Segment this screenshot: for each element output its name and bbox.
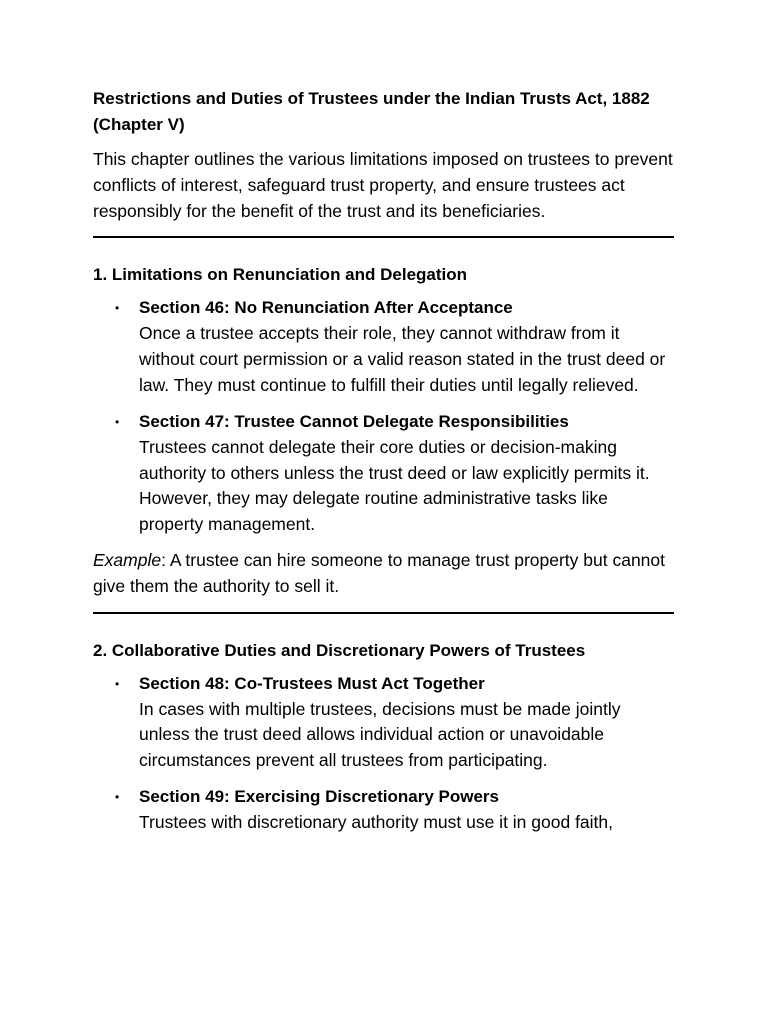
bullet-icon: • (115, 676, 120, 691)
item-body: Trustees cannot delegate their core duties or decision-making authority to others unless the trust deed or law explicitly permits it. However, they may delegate routine administrative tasks like property management. (139, 436, 650, 535)
item-title: Section 49: Exercising Discretionary Powers (139, 786, 499, 806)
example-text: : A trustee can hire someone to manage trust property but cannot give them the authority to sell it. (93, 549, 666, 596)
bullet-icon: • (115, 301, 120, 316)
section-heading-1: 1. Limitations on Renunciation and Delegation (93, 265, 468, 285)
example-paragraph (93, 548, 674, 600)
section-heading-2: 2. Collaborative Duties and Discretionary Powers of Trustees (93, 640, 586, 660)
section-divider (93, 612, 674, 614)
bullet-icon: • (115, 789, 120, 804)
list-item (93, 409, 674, 538)
example-label: Example (93, 549, 162, 570)
item-body: Once a trustee accepts their role, they cannot withdraw from it without court permission or a valid reason stated in the trust deed or law. They must continue to fulfill their duties until legally relieved. (139, 323, 666, 395)
list-item (93, 784, 674, 836)
list-item (93, 671, 674, 774)
item-body: Trustees with discretionary authority must use it in good faith, (139, 811, 614, 832)
list-item (93, 295, 674, 398)
section-2-list (93, 671, 674, 836)
item-body: In cases with multiple trustees, decisions must be made jointly unless the trust deed allows individual action or unavoidable circumstances prevent all trustees from participating. (139, 698, 621, 771)
item-title: Section 46: No Renunciation After Acceptance (139, 298, 513, 318)
section-1-list (93, 295, 674, 538)
section-divider (93, 236, 674, 238)
bullet-icon: • (115, 414, 120, 429)
item-title: Section 48: Co-Trustees Must Act Together (139, 673, 485, 693)
item-title: Section 47: Trustee Cannot Delegate Responsibilities (139, 411, 569, 431)
document-title: Restrictions and Duties of Trustees under the Indian Trusts Act, 1882 (Chapter V) (93, 89, 650, 134)
intro-paragraph: This chapter outlines the various limitations imposed on trustees to prevent conflicts of interest, safeguard trust property, and ensure trustees act responsibly for the benefit of the trust and its beneficiaries. (93, 149, 673, 221)
